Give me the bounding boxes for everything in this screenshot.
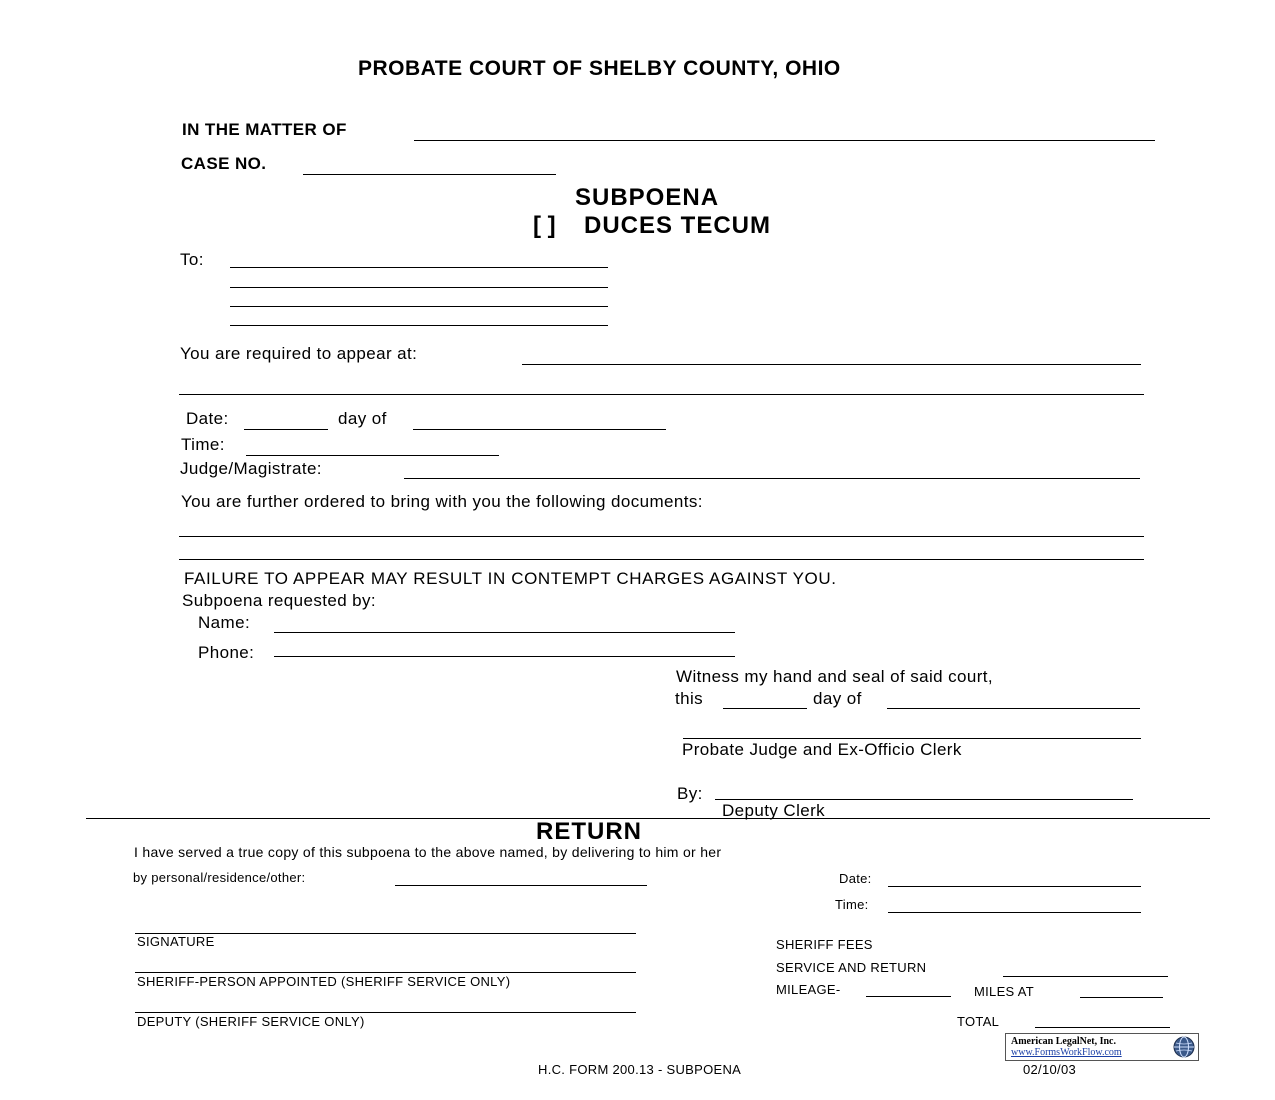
sheriff-fees-label: SHERIFF FEES [776, 937, 873, 952]
return-time-field[interactable] [888, 891, 1141, 913]
requester-phone-field[interactable] [274, 635, 735, 657]
duces-tecum-title: DUCES TECUM [584, 212, 772, 239]
appear-at-field-2[interactable] [179, 373, 1144, 395]
case-no-label: CASE NO. [181, 154, 267, 173]
day-of-label: day of [338, 409, 387, 428]
court-title: PROBATE COURT OF SHELBY COUNTY, OHIO [358, 57, 841, 80]
name-label: Name: [198, 613, 251, 632]
logo-url-link[interactable]: www.FormsWorkFlow.com [1011, 1047, 1122, 1058]
in-the-matter-of-label: IN THE MATTER OF [182, 120, 347, 139]
american-legalnet-logo[interactable] [1005, 1033, 1199, 1061]
deputy-field[interactable] [135, 991, 636, 1013]
return-date-field[interactable] [888, 865, 1141, 887]
logo-company-name: American LegalNet, Inc. [1011, 1036, 1116, 1047]
deputy-clerk-signature-field[interactable] [715, 778, 1133, 800]
sheriff-person-label: SHERIFF-PERSON APPOINTED (SHERIFF SERVICE ONLY) [137, 974, 511, 989]
duces-tecum-checkbox[interactable]: [ ] [533, 212, 556, 239]
total-label: TOTAL [957, 1014, 1000, 1029]
date-label: Date: [186, 409, 229, 428]
service-and-return-label: SERVICE AND RETURN [776, 960, 927, 975]
case-no-field[interactable] [303, 153, 556, 175]
mileage-field[interactable] [866, 975, 951, 997]
by-personal-label: by personal/residence/other: [133, 870, 306, 885]
signature-label: SIGNATURE [137, 934, 215, 949]
date-day-field[interactable] [244, 408, 328, 430]
to-line-1[interactable] [230, 246, 608, 268]
miles-at-field[interactable] [1080, 976, 1163, 998]
total-field[interactable] [1035, 1006, 1170, 1028]
return-time-label: Time: [835, 897, 869, 912]
signature-field[interactable] [135, 912, 636, 934]
judge-label: Judge/Magistrate: [180, 459, 322, 478]
sheriff-person-field[interactable] [135, 951, 636, 973]
return-divider [86, 818, 1210, 819]
witness-day-field[interactable] [723, 687, 807, 709]
witness-this-label: this [675, 689, 704, 708]
witness-month-field[interactable] [887, 687, 1140, 709]
date-month-field[interactable] [413, 408, 666, 430]
witness-day-of-label: day of [813, 689, 862, 708]
probate-judge-signature-field[interactable] [683, 717, 1141, 739]
form-id: H.C. FORM 200.13 - SUBPOENA [538, 1062, 742, 1077]
appear-at-field[interactable] [522, 343, 1141, 365]
failure-warning: FAILURE TO APPEAR MAY RESULT IN CONTEMPT CHARGES AGAINST YOU. [184, 569, 837, 588]
judge-field[interactable] [404, 457, 1140, 479]
deputy-clerk-label: Deputy Clerk [722, 801, 826, 820]
time-label: Time: [181, 435, 225, 454]
return-date-label: Date: [839, 871, 872, 886]
to-label: To: [180, 250, 204, 269]
phone-label: Phone: [198, 643, 255, 662]
witness-text: Witness my hand and seal of said court, [676, 667, 994, 686]
further-ordered-text: You are further ordered to bring with you the following documents: [181, 492, 703, 511]
appear-at-label: You are required to appear at: [180, 344, 418, 363]
return-heading: RETURN [536, 818, 642, 845]
requested-by-label: Subpoena requested by: [182, 591, 377, 610]
by-label: By: [677, 784, 703, 803]
to-line-4[interactable] [230, 304, 608, 326]
in-the-matter-of-field[interactable] [414, 119, 1155, 141]
miles-at-label: MILES AT [974, 984, 1034, 999]
served-text: I have served a true copy of this subpoena to the above named, by delivering to him or her [134, 844, 722, 860]
globe-icon [1173, 1036, 1195, 1058]
documents-line-2[interactable] [179, 538, 1144, 560]
time-field[interactable] [246, 434, 499, 456]
documents-line-1[interactable] [179, 515, 1144, 537]
form-date: 02/10/03 [1023, 1062, 1077, 1077]
service-method-field[interactable] [395, 864, 647, 886]
mileage-label: MILEAGE- [776, 982, 841, 997]
subpoena-title: SUBPOENA [575, 184, 720, 211]
requester-name-field[interactable] [274, 611, 735, 633]
deputy-label: DEPUTY (SHERIFF SERVICE ONLY) [137, 1014, 365, 1029]
probate-judge-label: Probate Judge and Ex-Officio Clerk [682, 740, 962, 759]
service-and-return-field[interactable] [1003, 955, 1168, 977]
